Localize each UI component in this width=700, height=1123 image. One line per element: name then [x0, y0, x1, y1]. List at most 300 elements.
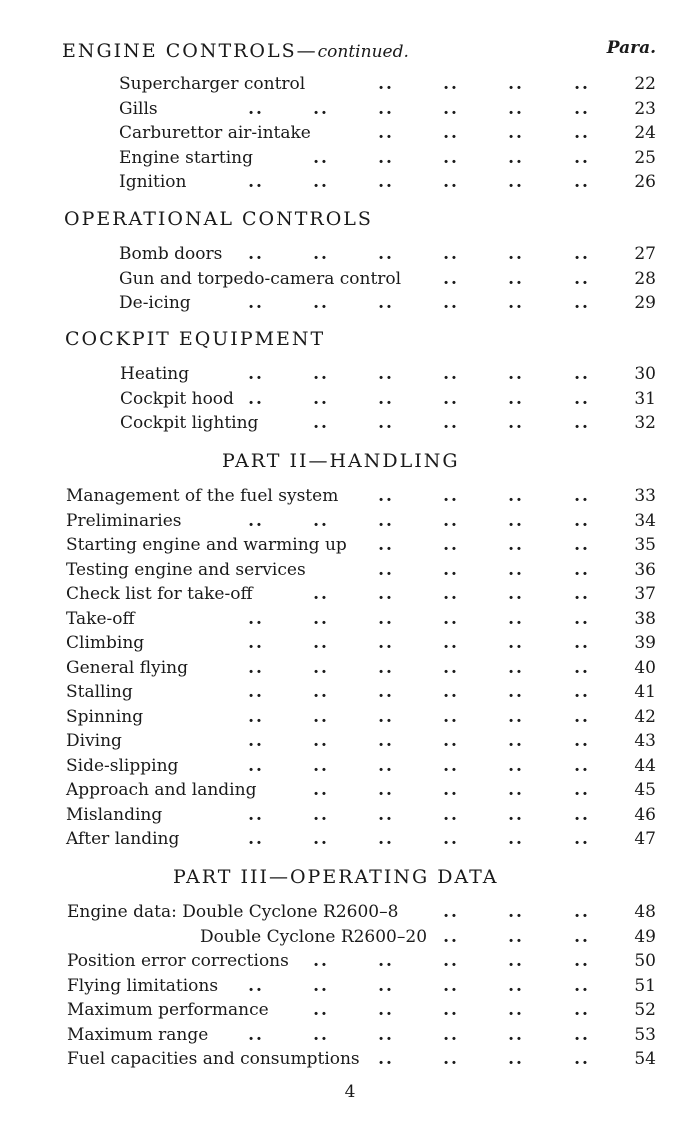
- leader-dot: ..: [313, 975, 329, 996]
- dot-leaders: [0, 705, 700, 729]
- toc-entry: [0, 631, 700, 655]
- dot-leaders: [0, 974, 700, 998]
- leader-dot: ..: [248, 608, 264, 629]
- leader-dot: ..: [508, 633, 524, 653]
- toc-entry-label: Climbing: [66, 633, 145, 653]
- leader-dot: ..: [313, 364, 329, 384]
- leader-dot: ..: [313, 755, 329, 776]
- toc-entry-para-number: 23: [634, 98, 656, 119]
- leader-dot: ..: [378, 98, 394, 119]
- toc-entry-para-number: 39: [634, 633, 656, 653]
- toc-entry: [0, 754, 700, 778]
- leader-dot: ..: [443, 657, 459, 678]
- section-heading-suffix: continued.: [317, 42, 409, 62]
- toc-entry: [0, 656, 700, 680]
- toc-entry: [0, 974, 700, 998]
- leader-dot: ..: [313, 1024, 329, 1045]
- dot-leaders: [0, 1047, 700, 1071]
- leader-dot: ..: [574, 268, 590, 289]
- toc-entry-label: Double Cyclone R2600–20: [200, 926, 428, 947]
- leader-dot: ..: [248, 657, 264, 678]
- toc-entry-para-number: 44: [634, 755, 656, 776]
- leader-dot: ..: [443, 147, 459, 168]
- toc-entry-para-number: 52: [634, 1000, 656, 1020]
- leader-dot: ..: [248, 731, 264, 751]
- leader-dot: ..: [378, 535, 394, 555]
- dot-leaders: [0, 558, 700, 582]
- leader-dot: ..: [378, 388, 394, 409]
- toc-entry-label: Cockpit lighting: [120, 413, 259, 433]
- section-heading-title: ENGINE CONTROLS—: [62, 40, 318, 62]
- leader-dot: ..: [574, 147, 590, 168]
- leader-dot: ..: [508, 559, 524, 580]
- toc-entry-para-number: 25: [634, 147, 656, 168]
- leader-dot: ..: [574, 1024, 590, 1045]
- leader-dot: ..: [443, 633, 459, 653]
- dot-leaders: [0, 170, 700, 194]
- leader-dot: ..: [508, 780, 524, 800]
- leader-dot: ..: [313, 608, 329, 629]
- leader-dot: ..: [508, 1024, 524, 1045]
- toc-entry-para-number: 47: [634, 829, 656, 849]
- leader-dot: ..: [378, 780, 394, 800]
- leader-dot: ..: [508, 804, 524, 825]
- toc-entry: [0, 558, 700, 582]
- leader-dot: ..: [248, 388, 264, 409]
- leader-dot: ..: [574, 98, 590, 119]
- leader-dot: ..: [443, 74, 459, 94]
- toc-entry-label: Testing engine and services: [66, 559, 306, 580]
- section-heading-part-ii-handling: PART II—HANDLING: [222, 450, 460, 472]
- leader-dot: ..: [443, 804, 459, 825]
- leader-dot: ..: [378, 608, 394, 629]
- toc-entry-label: Stalling: [66, 682, 133, 702]
- toc-entry: [0, 72, 700, 96]
- leader-dot: ..: [443, 1000, 459, 1020]
- leader-dot: ..: [443, 1024, 459, 1045]
- leader-dot: ..: [508, 1000, 524, 1020]
- dot-leaders: [0, 1023, 700, 1047]
- leader-dot: ..: [508, 731, 524, 751]
- toc-entry: [0, 582, 700, 606]
- toc-entry-para-number: 26: [634, 172, 656, 192]
- leader-dot: ..: [378, 633, 394, 653]
- leader-dot: ..: [443, 608, 459, 629]
- leader-dot: ..: [248, 975, 264, 996]
- leader-dot: ..: [313, 388, 329, 409]
- leader-dot: ..: [378, 123, 394, 143]
- leader-dot: ..: [248, 293, 264, 313]
- leader-dot: ..: [443, 584, 459, 604]
- toc-entry-label: After landing: [66, 829, 180, 849]
- leader-dot: ..: [248, 804, 264, 825]
- leader-dot: ..: [508, 1049, 524, 1069]
- leader-dot: ..: [313, 147, 329, 168]
- leader-dot: ..: [443, 293, 459, 313]
- leader-dot: ..: [313, 951, 329, 971]
- leader-dot: ..: [574, 535, 590, 555]
- leader-dot: ..: [378, 951, 394, 971]
- toc-entry-label: Spinning: [66, 706, 144, 727]
- toc-entry: [0, 121, 700, 145]
- leader-dot: ..: [508, 98, 524, 119]
- leader-dot: ..: [378, 74, 394, 94]
- toc-entry-label: General flying: [66, 657, 188, 678]
- toc-entry: [0, 509, 700, 533]
- leader-dot: ..: [574, 804, 590, 825]
- leader-dot: ..: [443, 268, 459, 289]
- toc-entry: [0, 146, 700, 170]
- leader-dot: ..: [508, 413, 524, 433]
- leader-dot: ..: [574, 657, 590, 678]
- leader-dot: ..: [508, 268, 524, 289]
- toc-entry: [0, 998, 700, 1022]
- leader-dot: ..: [313, 510, 329, 531]
- dot-leaders: [0, 607, 700, 631]
- leader-dot: ..: [508, 293, 524, 313]
- leader-dot: ..: [574, 829, 590, 849]
- toc-entry: [0, 484, 700, 508]
- leader-dot: ..: [508, 364, 524, 384]
- leader-dot: ..: [313, 706, 329, 727]
- toc-entry: [0, 803, 700, 827]
- toc-entry-para-number: 37: [634, 584, 656, 604]
- leader-dot: ..: [378, 1049, 394, 1069]
- leader-dot: ..: [378, 364, 394, 384]
- leader-dot: ..: [378, 755, 394, 776]
- toc-entry-para-number: 40: [634, 657, 656, 678]
- toc-entry-para-number: 28: [634, 268, 656, 289]
- leader-dot: ..: [574, 293, 590, 313]
- leader-dot: ..: [508, 244, 524, 264]
- leader-dot: ..: [443, 829, 459, 849]
- leader-dot: ..: [248, 706, 264, 727]
- leader-dot: ..: [443, 388, 459, 409]
- leader-dot: ..: [508, 975, 524, 996]
- leader-dot: ..: [378, 1024, 394, 1045]
- dot-leaders: [0, 582, 700, 606]
- dot-leaders: [0, 900, 700, 924]
- toc-entry: [0, 607, 700, 631]
- dot-leaders: [0, 72, 700, 96]
- leader-dot: ..: [443, 98, 459, 119]
- toc-entry: [0, 170, 700, 194]
- toc-entry: [0, 900, 700, 924]
- toc-entry: [0, 267, 700, 291]
- section-heading-engine-controls: [62, 40, 409, 62]
- leader-dot: ..: [378, 584, 394, 604]
- leader-dot: ..: [443, 951, 459, 971]
- leader-dot: ..: [313, 1000, 329, 1020]
- leader-dot: ..: [574, 780, 590, 800]
- leader-dot: ..: [508, 486, 524, 506]
- toc-entry-para-number: 31: [634, 388, 656, 409]
- leader-dot: ..: [378, 975, 394, 996]
- leader-dot: ..: [574, 172, 590, 192]
- dot-leaders: [0, 291, 700, 315]
- leader-dot: ..: [313, 682, 329, 702]
- leader-dot: ..: [443, 123, 459, 143]
- toc-entry-label: De-icing: [119, 293, 191, 313]
- dot-leaders: [0, 949, 700, 973]
- leader-dot: ..: [378, 413, 394, 433]
- leader-dot: ..: [574, 1000, 590, 1020]
- leader-dot: ..: [443, 486, 459, 506]
- toc-entry-para-number: 22: [634, 74, 656, 94]
- leader-dot: ..: [248, 510, 264, 531]
- leader-dot: ..: [313, 172, 329, 192]
- leader-dot: ..: [443, 706, 459, 727]
- toc-entry-para-number: 41: [634, 682, 656, 702]
- leader-dot: ..: [443, 975, 459, 996]
- dot-leaders: [0, 680, 700, 704]
- toc-entry: [0, 242, 700, 266]
- leader-dot: ..: [508, 510, 524, 531]
- toc-entry-label: Diving: [66, 731, 122, 751]
- leader-dot: ..: [443, 755, 459, 776]
- leader-dot: ..: [508, 147, 524, 168]
- toc-entry-label: Starting engine and warming up: [66, 535, 347, 555]
- toc-entry-label: Engine starting: [119, 147, 254, 168]
- toc-entry-para-number: 50: [634, 951, 656, 971]
- leader-dot: ..: [378, 147, 394, 168]
- leader-dot: ..: [313, 98, 329, 119]
- dot-leaders: [0, 998, 700, 1022]
- toc-entry: [0, 705, 700, 729]
- toc-entry-para-number: 34: [634, 510, 656, 531]
- section-heading-operational-controls: OPERATIONAL CONTROLS: [64, 208, 373, 230]
- leader-dot: ..: [443, 172, 459, 192]
- toc-entry-label: Position error corrections: [67, 951, 289, 971]
- toc-entry-para-number: 43: [634, 731, 656, 751]
- leader-dot: ..: [378, 682, 394, 702]
- leader-dot: ..: [248, 1024, 264, 1045]
- dot-leaders: [0, 803, 700, 827]
- leader-dot: ..: [248, 98, 264, 119]
- toc-entry: [0, 387, 700, 411]
- leader-dot: ..: [443, 780, 459, 800]
- leader-dot: ..: [574, 559, 590, 580]
- section-heading-part-iii-operating-data: PART III—OPERATING DATA: [173, 866, 499, 888]
- dot-leaders: [0, 656, 700, 680]
- toc-entry: [0, 1047, 700, 1071]
- leader-dot: ..: [574, 951, 590, 971]
- toc-entry: [0, 680, 700, 704]
- leader-dot: ..: [508, 682, 524, 702]
- leader-dot: ..: [378, 1000, 394, 1020]
- toc-entry: [0, 362, 700, 386]
- leader-dot: ..: [443, 926, 459, 947]
- dot-leaders: [0, 509, 700, 533]
- leader-dot: ..: [508, 584, 524, 604]
- leader-dot: ..: [508, 829, 524, 849]
- leader-dot: ..: [378, 486, 394, 506]
- leader-dot: ..: [508, 926, 524, 947]
- leader-dot: ..: [313, 413, 329, 433]
- dot-leaders: [0, 267, 700, 291]
- dot-leaders: [0, 754, 700, 778]
- leader-dot: ..: [378, 706, 394, 727]
- leader-dot: ..: [378, 731, 394, 751]
- toc-entry-label: Cockpit hood: [120, 388, 234, 409]
- leader-dot: ..: [508, 902, 524, 922]
- dot-leaders: [0, 533, 700, 557]
- toc-entry-label: Check list for take-off: [66, 584, 253, 604]
- leader-dot: ..: [574, 364, 590, 384]
- leader-dot: ..: [378, 244, 394, 264]
- toc-entry-label: Mislanding: [66, 804, 163, 825]
- leader-dot: ..: [378, 829, 394, 849]
- toc-entry-label: Carburettor air-intake: [119, 123, 311, 143]
- leader-dot: ..: [378, 293, 394, 313]
- dot-leaders: [0, 925, 700, 949]
- dot-leaders: [0, 242, 700, 266]
- toc-entry-para-number: 27: [634, 244, 656, 264]
- leader-dot: ..: [443, 413, 459, 433]
- leader-dot: ..: [574, 975, 590, 996]
- leader-dot: ..: [574, 633, 590, 653]
- dot-leaders: [0, 484, 700, 508]
- leader-dot: ..: [574, 244, 590, 264]
- leader-dot: ..: [313, 584, 329, 604]
- toc-entry: [0, 778, 700, 802]
- toc-entry: [0, 949, 700, 973]
- section-heading-cockpit-equipment: COCKPIT EQUIPMENT: [65, 328, 326, 350]
- toc-entry-para-number: 29: [634, 293, 656, 313]
- leader-dot: ..: [248, 364, 264, 384]
- leader-dot: ..: [508, 951, 524, 971]
- leader-dot: ..: [378, 510, 394, 531]
- toc-entry-label: Ignition: [119, 172, 187, 192]
- leader-dot: ..: [378, 804, 394, 825]
- leader-dot: ..: [443, 364, 459, 384]
- leader-dot: ..: [508, 388, 524, 409]
- leader-dot: ..: [574, 388, 590, 409]
- toc-entry-label: Maximum performance: [67, 1000, 269, 1020]
- toc-entry-label: Preliminaries: [66, 510, 182, 531]
- toc-entry-para-number: 32: [634, 413, 656, 433]
- leader-dot: ..: [443, 731, 459, 751]
- leader-dot: ..: [248, 829, 264, 849]
- toc-entry-para-number: 54: [634, 1049, 656, 1069]
- leader-dot: ..: [248, 633, 264, 653]
- leader-dot: ..: [378, 657, 394, 678]
- leader-dot: ..: [574, 486, 590, 506]
- toc-entry-label: Gills: [119, 98, 158, 119]
- toc-entry-label: Flying limitations: [67, 975, 219, 996]
- leader-dot: ..: [313, 244, 329, 264]
- toc-entry-para-number: 33: [634, 486, 656, 506]
- leader-dot: ..: [443, 535, 459, 555]
- toc-entry: [0, 1023, 700, 1047]
- toc-entry-label: Side-slipping: [66, 755, 179, 776]
- leader-dot: ..: [574, 584, 590, 604]
- leader-dot: ..: [313, 780, 329, 800]
- dot-leaders: [0, 97, 700, 121]
- dot-leaders: [0, 362, 700, 386]
- leader-dot: ..: [508, 123, 524, 143]
- leader-dot: ..: [574, 682, 590, 702]
- toc-entry: [0, 729, 700, 753]
- dot-leaders: [0, 411, 700, 435]
- toc-entry-label: Maximum range: [67, 1024, 209, 1045]
- leader-dot: ..: [443, 559, 459, 580]
- leader-dot: ..: [508, 706, 524, 727]
- toc-entry-label: Bomb doors: [119, 244, 223, 264]
- leader-dot: ..: [574, 608, 590, 629]
- toc-entry: [0, 925, 700, 949]
- leader-dot: ..: [574, 926, 590, 947]
- toc-entry-para-number: 42: [634, 706, 656, 727]
- leader-dot: ..: [508, 657, 524, 678]
- leader-dot: ..: [313, 731, 329, 751]
- toc-entry-para-number: 38: [634, 608, 656, 629]
- toc-entry-para-number: 53: [634, 1024, 656, 1045]
- page-number: 4: [344, 1082, 356, 1102]
- leader-dot: ..: [574, 706, 590, 727]
- dot-leaders: [0, 146, 700, 170]
- leader-dot: ..: [574, 123, 590, 143]
- leader-dot: ..: [248, 172, 264, 192]
- leader-dot: ..: [443, 510, 459, 531]
- dot-leaders: [0, 387, 700, 411]
- leader-dot: ..: [574, 731, 590, 751]
- leader-dot: ..: [574, 413, 590, 433]
- toc-entry-label: Supercharger control: [119, 74, 306, 94]
- leader-dot: ..: [248, 682, 264, 702]
- leader-dot: ..: [508, 755, 524, 776]
- toc-entry-para-number: 49: [634, 926, 656, 947]
- toc-entry-para-number: 24: [634, 123, 656, 143]
- leader-dot: ..: [443, 244, 459, 264]
- leader-dot: ..: [508, 608, 524, 629]
- dot-leaders: [0, 631, 700, 655]
- leader-dot: ..: [378, 172, 394, 192]
- toc-entry-para-number: 35: [634, 535, 656, 555]
- leader-dot: ..: [574, 902, 590, 922]
- leader-dot: ..: [508, 74, 524, 94]
- toc-entry: [0, 533, 700, 557]
- toc-entry-label: Engine data: Double Cyclone R2600–8: [67, 902, 399, 922]
- leader-dot: ..: [248, 244, 264, 264]
- leader-dot: ..: [313, 829, 329, 849]
- leader-dot: ..: [574, 74, 590, 94]
- leader-dot: ..: [313, 633, 329, 653]
- leader-dot: ..: [508, 172, 524, 192]
- leader-dot: ..: [248, 755, 264, 776]
- leader-dot: ..: [574, 755, 590, 776]
- toc-entry-para-number: 36: [634, 559, 656, 580]
- toc-entry-label: Gun and torpedo-camera control: [119, 268, 402, 289]
- toc-entry-para-number: 51: [634, 975, 656, 996]
- dot-leaders: [0, 729, 700, 753]
- leader-dot: ..: [313, 804, 329, 825]
- leader-dot: ..: [313, 293, 329, 313]
- toc-entry-label: Management of the fuel system: [66, 486, 339, 506]
- toc-entry: [0, 827, 700, 851]
- leader-dot: ..: [378, 559, 394, 580]
- toc-entry: [0, 411, 700, 435]
- toc-entry-para-number: 45: [634, 780, 656, 800]
- dot-leaders: [0, 121, 700, 145]
- leader-dot: ..: [443, 1049, 459, 1069]
- leader-dot: ..: [443, 902, 459, 922]
- para-column-header: Para.: [606, 38, 656, 58]
- toc-entry-para-number: 30: [634, 364, 656, 384]
- dot-leaders: [0, 827, 700, 851]
- toc-entry-para-number: 48: [634, 902, 656, 922]
- leader-dot: ..: [574, 510, 590, 531]
